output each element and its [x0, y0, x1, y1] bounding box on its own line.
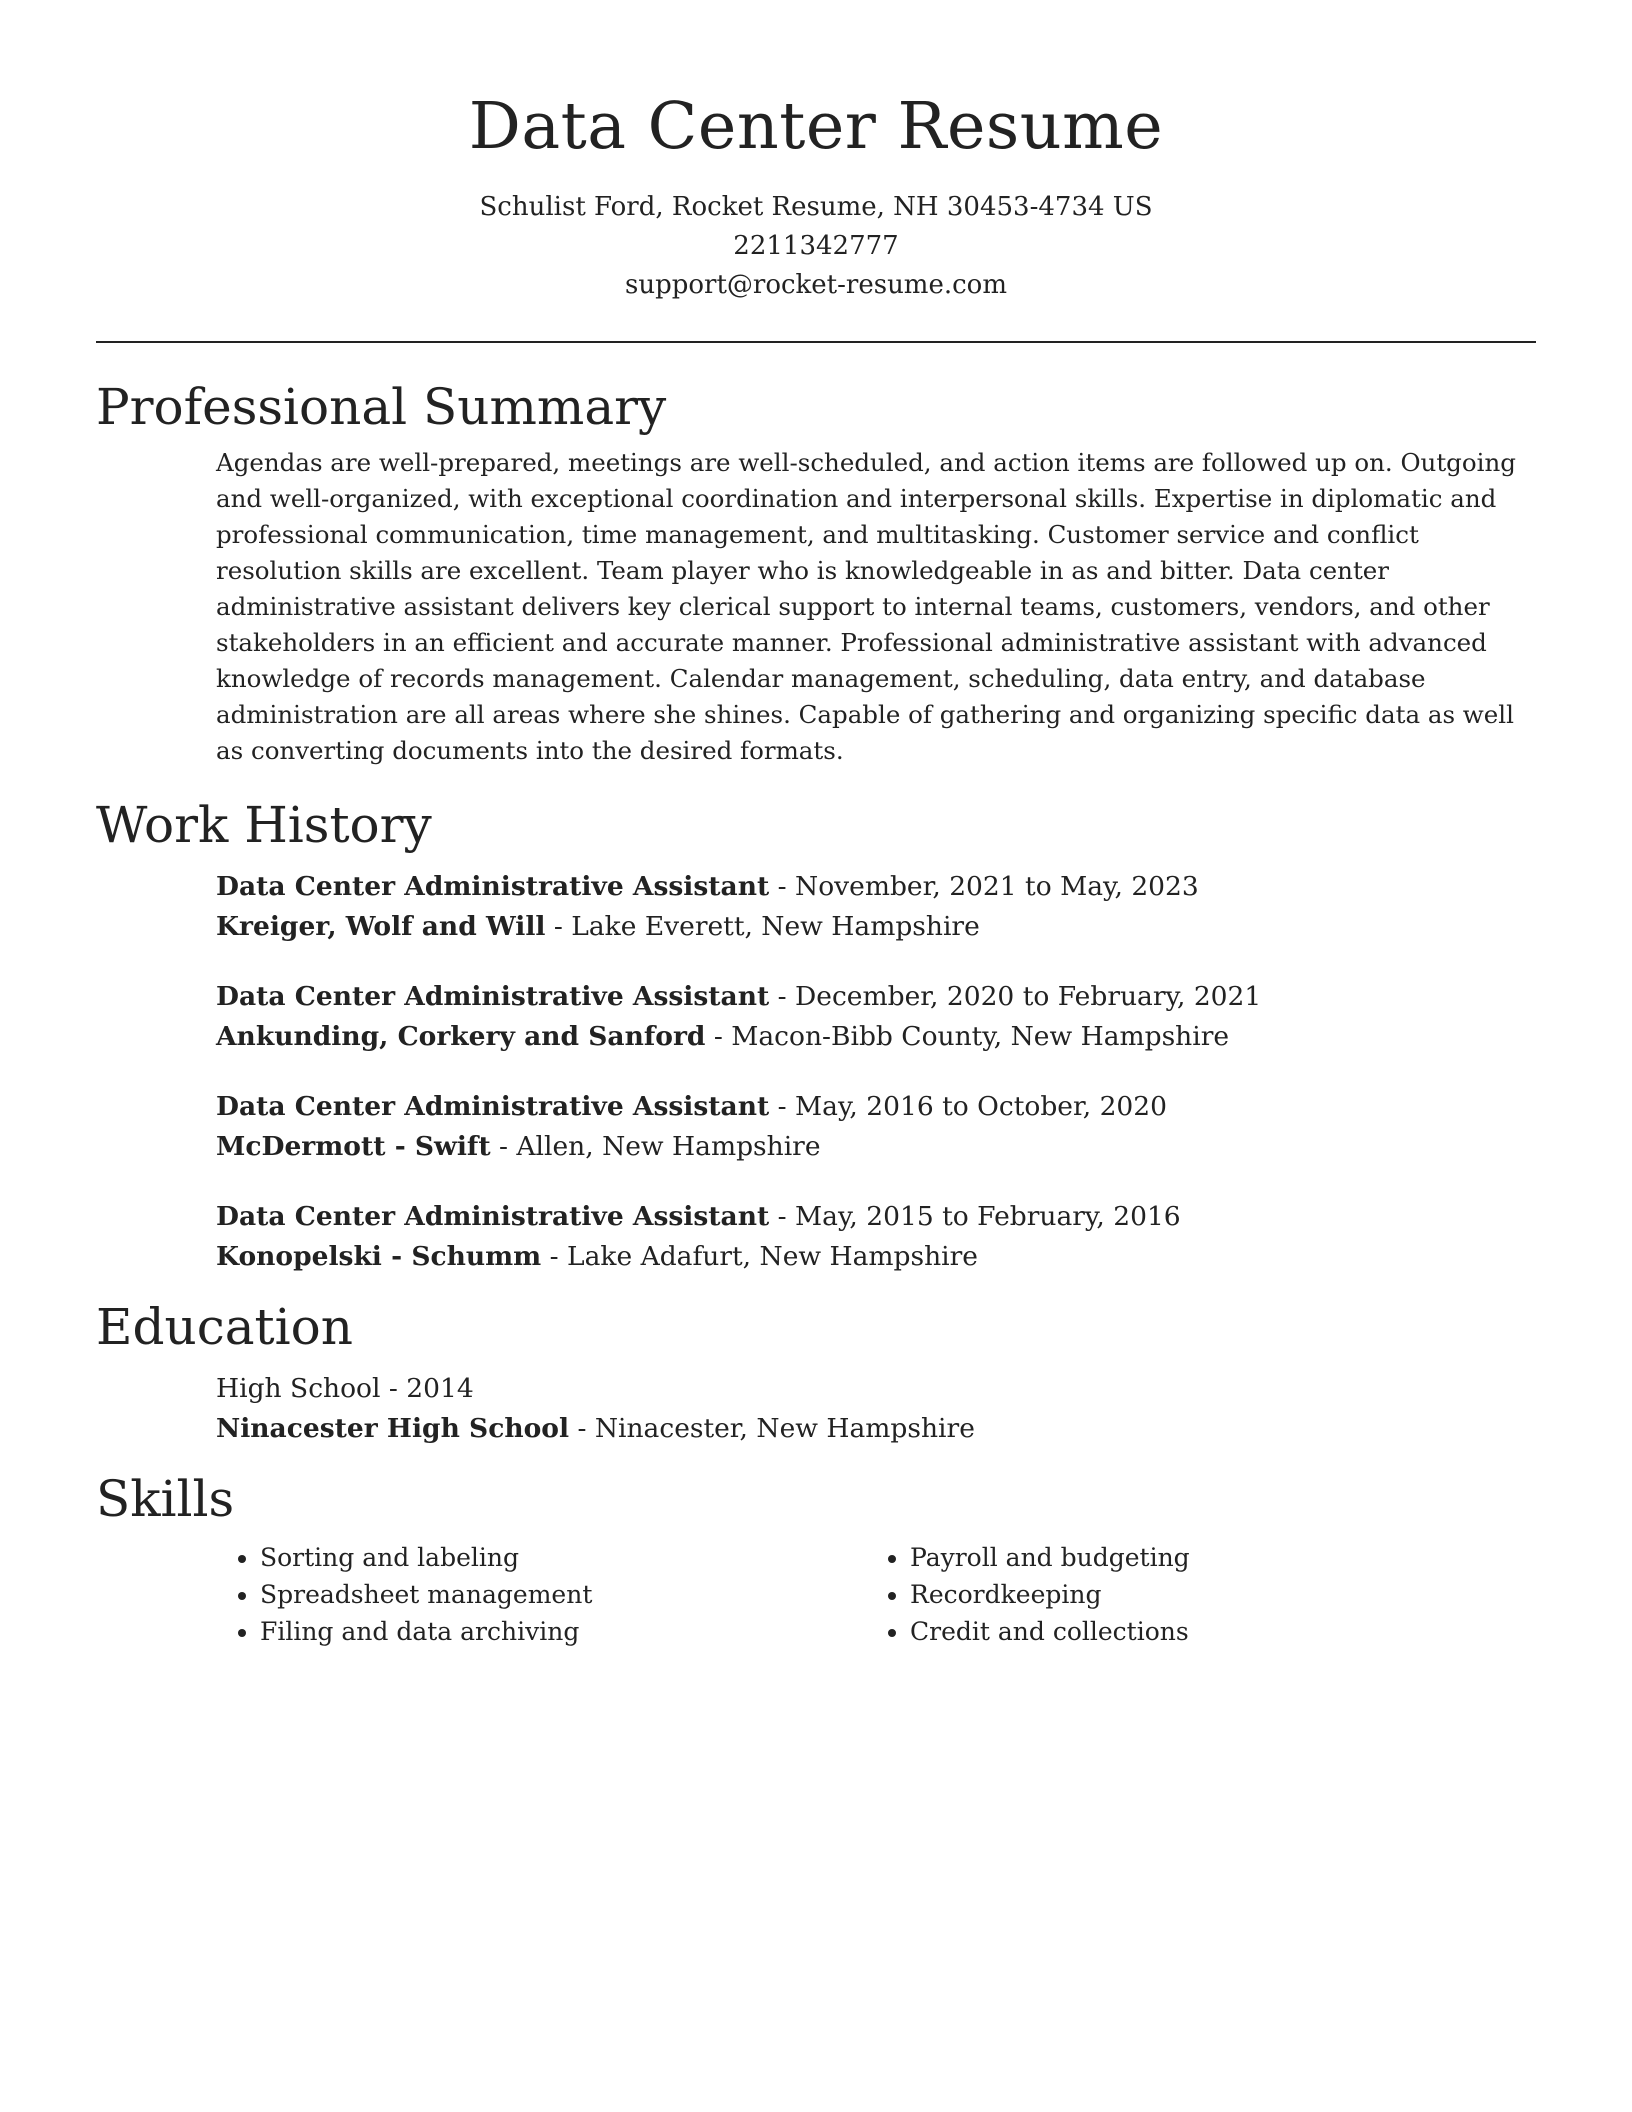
job-position: Data Center Administrative Assistant [216, 981, 770, 1012]
education-section [96, 1297, 1536, 1449]
header-divider [96, 341, 1536, 343]
contact-phone: 2211342777 [733, 231, 899, 261]
job-position: Data Center Administrative Assistant [216, 871, 770, 902]
job-company-line [216, 907, 1536, 947]
job-company-line [216, 1237, 1536, 1277]
skill-item: • Recordkeeping [910, 1576, 1366, 1613]
contact-email: support@rocket-resume.com [624, 270, 1007, 300]
skill-item: • Filing and data archiving [260, 1613, 866, 1650]
job-title-line [216, 977, 1536, 1017]
education-entry [216, 1369, 1536, 1449]
work-history-heading: Work History [96, 796, 432, 854]
resume-header [96, 0, 1536, 305]
education-degree-line [216, 1369, 1536, 1409]
education-year: - 2014 [380, 1373, 474, 1404]
resume-page [96, 0, 1536, 1650]
summary-text: Agendas are well-prepared, meetings are well-scheduled, and action items are followed up on. Outgoing and well-organized, with exceptional coordination and interpersonal skills. Expertise in diplomatic and professional communication, time management, and multitasking. Customer service and conflict resolution skills are excellent. Team player who is knowledgeable in as and bitter. Data center administrative assistant delivers key clerical support to internal teams, customers, vendors, and other stakeholders in an efficient and accurate manner. Professional administrative assistant with advanced knowledge of records management. Calendar management, scheduling, data entry, and database administration are all areas where she shines. Capable of gathering and organizing specific data as well as converting documents into the desired formats. [216, 448, 1516, 765]
job-company-line [216, 1127, 1536, 1167]
skills-list-right [866, 1539, 1366, 1650]
job-company: Ankunding, Corkery and Sanford [216, 1021, 706, 1052]
job-dates: - May, 2015 to February, 2016 [769, 1201, 1181, 1232]
job-position: Data Center Administrative Assistant [216, 1201, 770, 1232]
job-company: Kreiger, Wolf and Will [216, 911, 546, 942]
job-company: Konopelski - Schumm [216, 1241, 542, 1272]
skill-item: • Payroll and budgeting [910, 1539, 1366, 1576]
job-dates: - May, 2016 to October, 2020 [769, 1091, 1168, 1122]
skills-section [96, 1469, 1536, 1650]
education-school-line [216, 1409, 1536, 1449]
summary-heading: Professional Summary [96, 378, 667, 436]
work-history-section [96, 795, 1536, 1277]
skills-list-left [216, 1539, 866, 1650]
job-title-line [216, 1197, 1536, 1237]
education-school: Ninacester High School [216, 1413, 570, 1444]
job-location: - Macon-Bibb County, New Hampshire [705, 1021, 1230, 1052]
education-heading: Education [96, 1298, 353, 1356]
skill-item: • Spreadsheet management [260, 1576, 866, 1613]
skills-grid [216, 1539, 1536, 1650]
skills-heading: Skills [96, 1470, 235, 1528]
job-title-line [216, 1087, 1536, 1127]
job-location: - Lake Everett, New Hampshire [545, 911, 980, 942]
job-company-line [216, 1017, 1536, 1057]
education-degree: High School [216, 1373, 381, 1404]
job-company: McDermott - Swift [216, 1131, 491, 1162]
contact-address: Schulist Ford, Rocket Resume, NH 30453-4734 US [479, 192, 1153, 222]
job-title-line [216, 867, 1536, 907]
education-location: - Ninacester, New Hampshire [569, 1413, 975, 1444]
skill-item: • Credit and collections [910, 1613, 1366, 1650]
job-location: - Lake Adafurt, New Hampshire [541, 1241, 978, 1272]
skill-item: • Sorting and labeling [260, 1539, 866, 1576]
job-dates: - December, 2020 to February, 2021 [769, 981, 1262, 1012]
job-location: - Allen, New Hampshire [490, 1131, 821, 1162]
job-dates: - November, 2021 to May, 2023 [769, 871, 1199, 902]
job-entry [216, 867, 1536, 947]
resume-name: Data Center Resume [468, 89, 1164, 164]
summary-section [96, 377, 1536, 769]
job-entry [216, 977, 1536, 1057]
contact-info [96, 188, 1536, 305]
job-entry [216, 1197, 1536, 1277]
job-entry [216, 1087, 1536, 1167]
job-position: Data Center Administrative Assistant [216, 1091, 770, 1122]
